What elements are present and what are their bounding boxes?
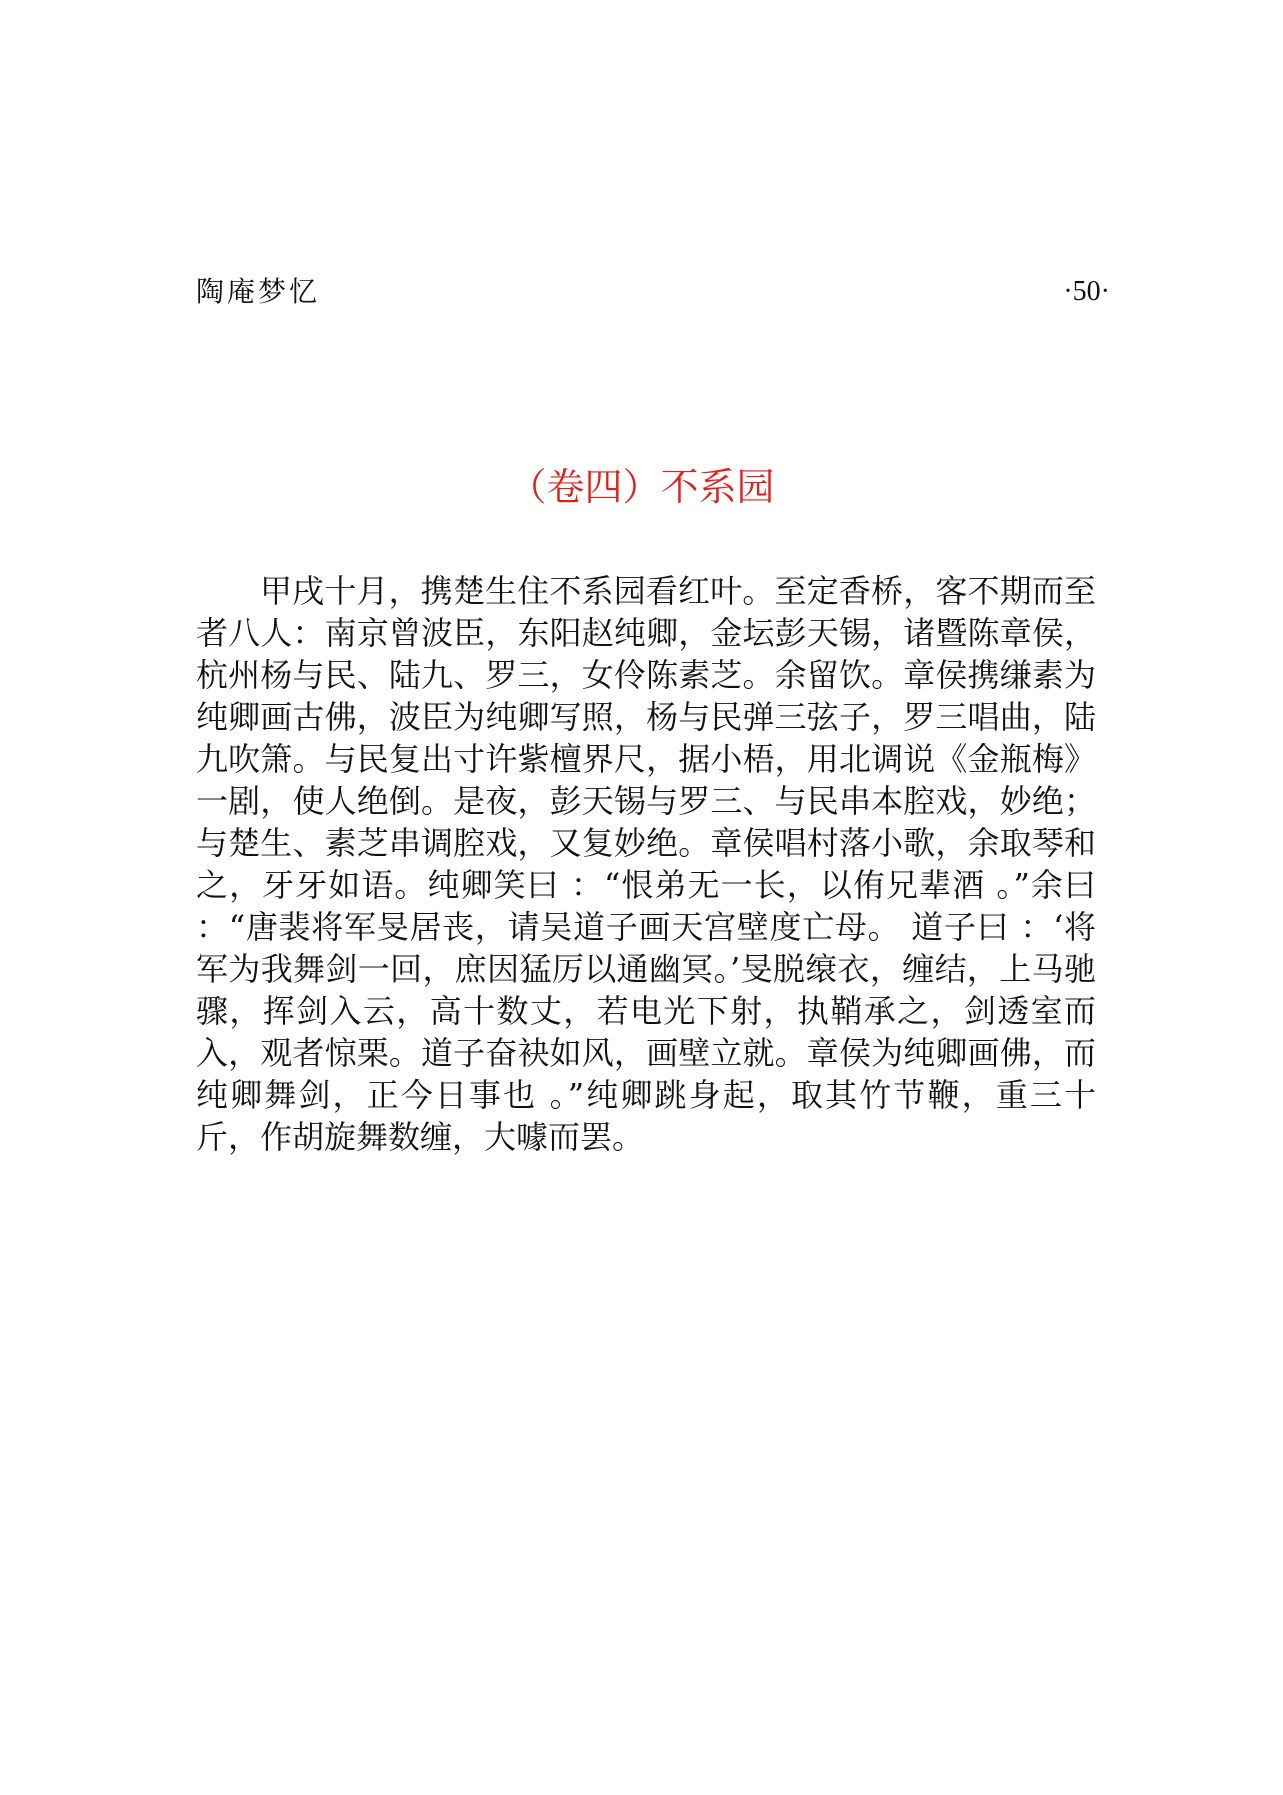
body-paragraph: 甲戌十月，携楚生住不系园看红叶。至定香桥，客不期而至者八人：南京曾波臣，东阳赵纯卿，金坛彭天锡，诸暨陈章侯，杭州杨与民、陆九、罗三，女伶陈素芝。余留饮。章侯携缣素为纯卿画古佛，波臣为纯卿写照，杨与民弹三弦子，罗三唱曲，陆九吹箫。与民复出寸许紫檀界尺，据小梧，用北调说《金瓶梅》一剧，使人绝倒。是夜，彭天锡与罗三、与民串本腔戏，妙绝；与楚生、素芝串调腔戏，又复妙绝。章侯唱村落小歌，余取琴和之，牙牙如语。纯卿笑曰 ：“恨弟无一长，以侑兄辈酒 。”余曰 ：“唐裴将军旻居丧，请吴道子画天宫壁度亡母。 道子曰 ：‘将军为我舞剑一回，庶因猛厉以通幽冥。’旻脱缞衣，缠结，上马驰骤，挥剑入云，高十数丈，若电光下射，执鞘承之，剑透室而入，观者惊栗。道子奋袂如风，画壁立就。章侯为纯卿画佛，而纯卿舞剑，正今日事也 。”纯卿跳身起，取其竹节鞭，重三十斤，作胡旋舞数缠，大噱而罢。: [196, 572, 1096, 1156]
book-title: 陶庵梦忆: [196, 275, 321, 308]
running-head: [196, 272, 1110, 312]
chapter-title: （卷四）不系园: [508, 465, 775, 509]
page-number: ·50·: [1063, 276, 1110, 307]
